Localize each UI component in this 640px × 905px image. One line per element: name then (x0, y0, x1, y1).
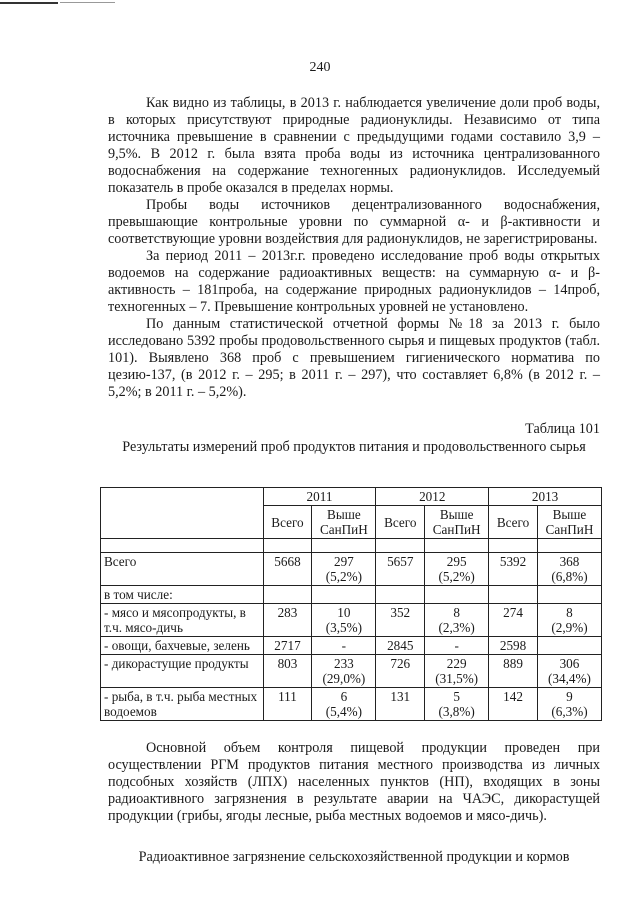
col-total-header: Всего (489, 506, 538, 539)
row-label: Всего (101, 553, 264, 586)
row-label: в том числе: (101, 586, 264, 604)
table-cell (263, 604, 312, 637)
table-row (101, 604, 602, 637)
table-corner-cell (101, 488, 264, 539)
cell-percent: (6,3%) (551, 704, 588, 719)
cell-value: 142 (503, 689, 523, 704)
cell-value: 6 (340, 689, 348, 704)
table-cell (537, 637, 601, 655)
table-cell (263, 637, 312, 655)
cell-value: 726 (390, 656, 411, 671)
cell-value: 889 (503, 656, 523, 671)
cell-value: 5657 (387, 554, 414, 569)
cell-value: 5 (453, 689, 460, 704)
table-cell (376, 655, 425, 688)
table-cell (537, 688, 601, 721)
table-cell (489, 604, 538, 637)
table-cell (312, 688, 376, 721)
year-header: 2011 (263, 488, 376, 506)
cell-value: 5668 (274, 554, 301, 569)
cell-value: 352 (390, 605, 411, 620)
cell-value: 368 (559, 554, 580, 569)
table-cell (376, 604, 425, 637)
table-cell (312, 655, 376, 688)
row-label: - мясо и мясопродукты, в т.ч. мясо-дичь (101, 604, 264, 637)
table-row (101, 553, 602, 586)
cell-percent: (5,2%) (325, 569, 362, 584)
table-cell (425, 688, 489, 721)
table-cell (537, 604, 601, 637)
cell-value: 10 (337, 605, 351, 620)
cell-percent: (2,9%) (551, 620, 588, 635)
cell-percent: (5,4%) (325, 704, 362, 719)
cell-value: 229 (446, 656, 467, 671)
cell-value: 8 (566, 605, 573, 620)
table-cell (376, 688, 425, 721)
cell-value: 283 (277, 605, 298, 620)
cell-value: 5392 (499, 554, 527, 569)
section-heading: Радиоактивное загрязнение сельскохозяйственной продукции и кормов (138, 849, 570, 865)
table-cell (376, 586, 425, 604)
table-cell (263, 688, 312, 721)
table-cell (425, 637, 489, 655)
col-exceed-header: Выше СанПиН (425, 506, 489, 539)
cell-value: 9 (566, 689, 573, 704)
col-total-header: Всего (263, 506, 312, 539)
table-title: Результаты измерений проб продуктов питания и продовольственного сырья (122, 439, 586, 455)
table-row (101, 586, 602, 604)
year-header: 2013 (489, 488, 602, 506)
paragraph-after-table: Основной объем контроля пищевой продукции проведен при осуществлении РГМ продуктов питания местного производства из личных подсобных хозяйств (ЛПХ) населенных пунктов (НП), входящих в зоны радиоактивного загрязнения в результате аварии на ЧАЭС, дикорастущей продукции (грибы, ягоды лесные, рыба местных водоемов и мясо-дичь). (108, 740, 600, 824)
col-total-header: Всего (376, 506, 425, 539)
table-row (101, 655, 602, 688)
row-label: - рыба, в т.ч. рыба местных водоемов (101, 688, 264, 721)
paragraph-1: Как видно из таблицы, в 2013 г. наблюдается увеличение доли проб воды, в которых присутствуют природные радионуклиды. Независимо от типа источника превышение в сравнении с предыдущими годами составило 3,9 – 9,5%. В 2012 г. была взята проба воды из источника централизованного водоснабжения на содержание техногенных радионуклидов. Исследуемый показатель в пробе оказался в пределах нормы. (108, 95, 600, 196)
table-year-row (101, 488, 602, 506)
table-cell (425, 604, 489, 637)
cell-percent: (34,4%) (548, 671, 591, 686)
cell-value: 8 (453, 605, 460, 620)
cell-value: - (454, 638, 459, 653)
cell-percent: (2,3%) (438, 620, 475, 635)
table-cell (425, 586, 489, 604)
cell-value: 274 (503, 605, 523, 620)
table-cell (312, 553, 376, 586)
table-cell (312, 637, 376, 655)
table-cell (537, 655, 601, 688)
table-cell (376, 637, 425, 655)
page-number: 240 (309, 60, 331, 75)
col-exceed-header: Выше СанПиН (537, 506, 601, 539)
table-number: Таблица 101 (525, 421, 600, 437)
cell-value: - (341, 638, 347, 653)
cell-value: 111 (278, 689, 297, 704)
table-cell (312, 604, 376, 637)
cell-percent: (29,0%) (322, 671, 366, 686)
row-label: - овощи, бахчевые, зелень (101, 637, 264, 655)
paragraph-4: По данным статистической отчетной формы №18 за 2013 г. было исследовано 5392 пробы продовольственного сырья и пищевых продуктов (табл. 101). Выявлено 368 проб с превышением гигиенического норматива по цезию-137, (в 2012 г. – 295; в 2011 г. – 297), что составляет 6,8% (в 2012 г. – 5,2%; в 2011 г. – 5,2%). (108, 316, 600, 400)
table-cell (489, 586, 538, 604)
cell-percent: (31,5%) (435, 671, 479, 686)
table-spacer-row (101, 539, 602, 553)
table-cell (263, 655, 312, 688)
table-cell (537, 586, 601, 604)
table-row (101, 637, 602, 655)
body-text-after (108, 740, 600, 825)
cell-value: 803 (277, 656, 298, 671)
cell-value: 131 (390, 689, 411, 704)
paragraph-2: Пробы воды источников децентрализованного водоснабжения, превышающие контрольные уровни по суммарной α- и β-активности и соответствующие уровни воздействия для радионуклидов, не зарегистрированы. (108, 197, 600, 247)
year-header: 2012 (376, 488, 489, 506)
table-cell (489, 553, 538, 586)
scan-mark (0, 0, 120, 5)
col-exceed-header: Выше СанПиН (312, 506, 376, 539)
table-cell (312, 586, 376, 604)
cell-value: 2845 (387, 638, 414, 653)
cell-value: 2598 (499, 638, 527, 653)
table-cell (425, 553, 489, 586)
body-text (108, 95, 600, 401)
cell-value: 2717 (274, 638, 301, 653)
cell-value: 295 (446, 554, 467, 569)
table-cell (489, 655, 538, 688)
table-cell (376, 553, 425, 586)
cell-percent: (3,8%) (438, 704, 475, 719)
cell-percent: (6,8%) (551, 569, 588, 584)
cell-percent: (5,2%) (438, 569, 475, 584)
table-cell (537, 553, 601, 586)
table-row (101, 688, 602, 721)
cell-value: 233 (333, 656, 354, 671)
row-label: - дикорастущие продукты (101, 655, 264, 688)
table-cell (489, 637, 538, 655)
results-table (100, 487, 602, 721)
cell-percent: (3,5%) (325, 620, 362, 635)
paragraph-3: За период 2011 – 2013г.г. проведено исследование проб воды открытых водоемов на содержание радиоактивных веществ: на суммарную α- и β-активность – 181проба, на содержание природных радионуклидов – 14проб, техногенных – 7. Превышение контрольных уровней не установлено. (108, 248, 600, 315)
cell-value: 306 (559, 656, 580, 671)
cell-value: 297 (333, 554, 354, 569)
table-cell (425, 655, 489, 688)
table-cell (263, 586, 312, 604)
table-cell (489, 688, 538, 721)
table-cell (263, 553, 312, 586)
